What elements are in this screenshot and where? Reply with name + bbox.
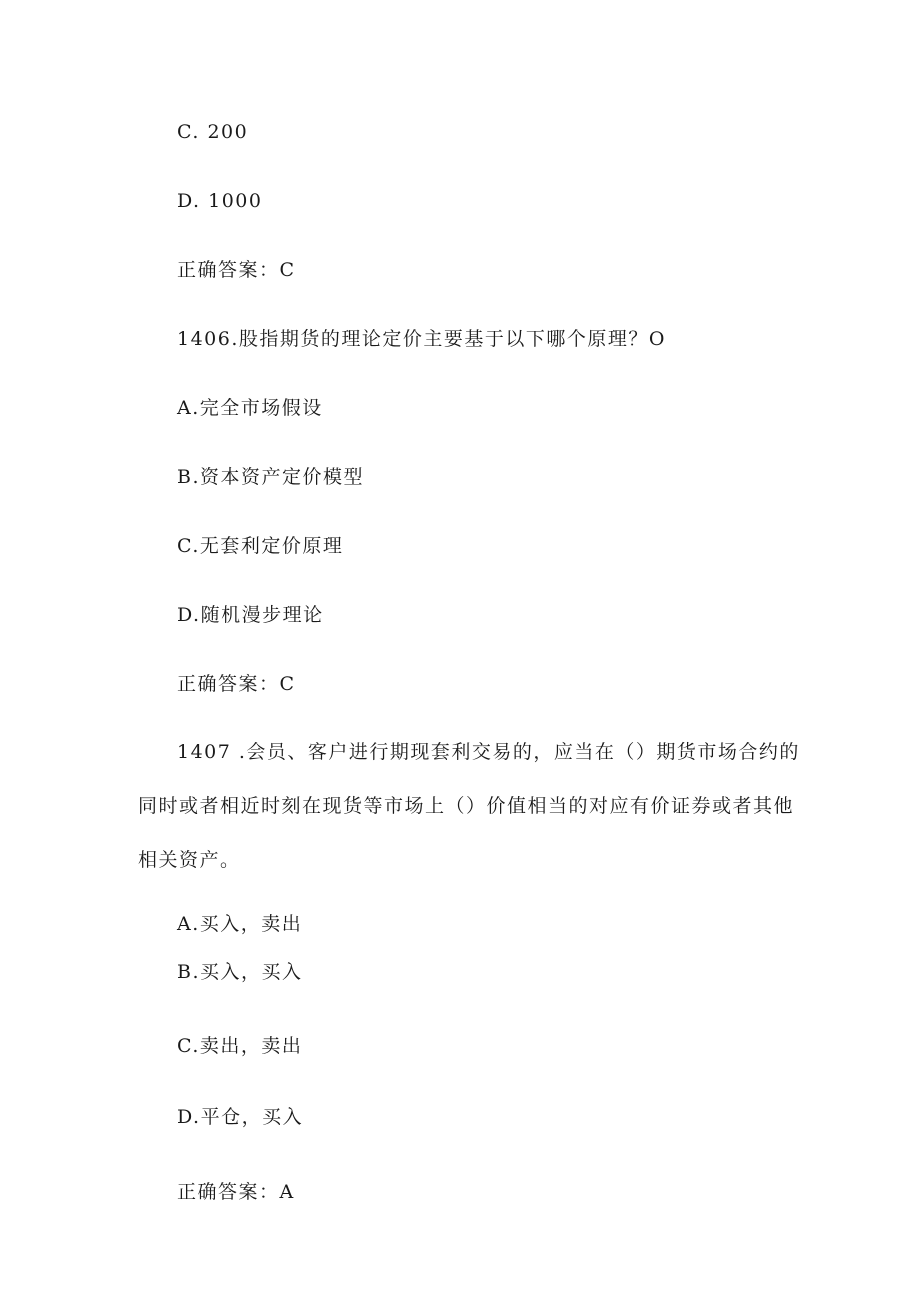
question-1407-option-d: D.平仓，买入: [177, 1106, 304, 1128]
question-1407-answer: 正确答案：A: [177, 1181, 295, 1203]
question-1406-answer: 正确答案：C: [177, 673, 296, 695]
question-1407-option-a: A.买入，卖出: [177, 913, 303, 935]
question-1407-stem-line-2: 同时或者相近时刻在现货等市场上（）价值相当的对应有价证券或者其他: [138, 795, 795, 817]
question-1406-option-d: D.随机漫步理论: [177, 604, 324, 626]
question-1406-option-a: A.完全市场假设: [177, 397, 323, 419]
question-1407-option-c: C.卖出，卖出: [177, 1035, 303, 1057]
question-1407-stem: [138, 740, 798, 902]
prev-answer: 正确答案：C: [177, 259, 296, 281]
question-1407-option-b: B.买入，买入: [177, 961, 303, 983]
question-1407-stem-line-3: 相关资产。: [138, 849, 241, 871]
question-1406-option-c: C.无套利定价原理: [177, 535, 344, 557]
question-1406-option-b: B.资本资产定价模型: [177, 466, 365, 488]
question-1407-stem-line-1: 1407 .会员、客户进行期现套利交易的，应当在（）期货市场合约的: [177, 741, 800, 763]
prev-option-c: C. 200: [177, 121, 249, 143]
question-1406-stem: 1406.股指期货的理论定价主要基于以下哪个原理？O: [177, 328, 666, 350]
prev-option-d: D. 1000: [177, 190, 263, 212]
